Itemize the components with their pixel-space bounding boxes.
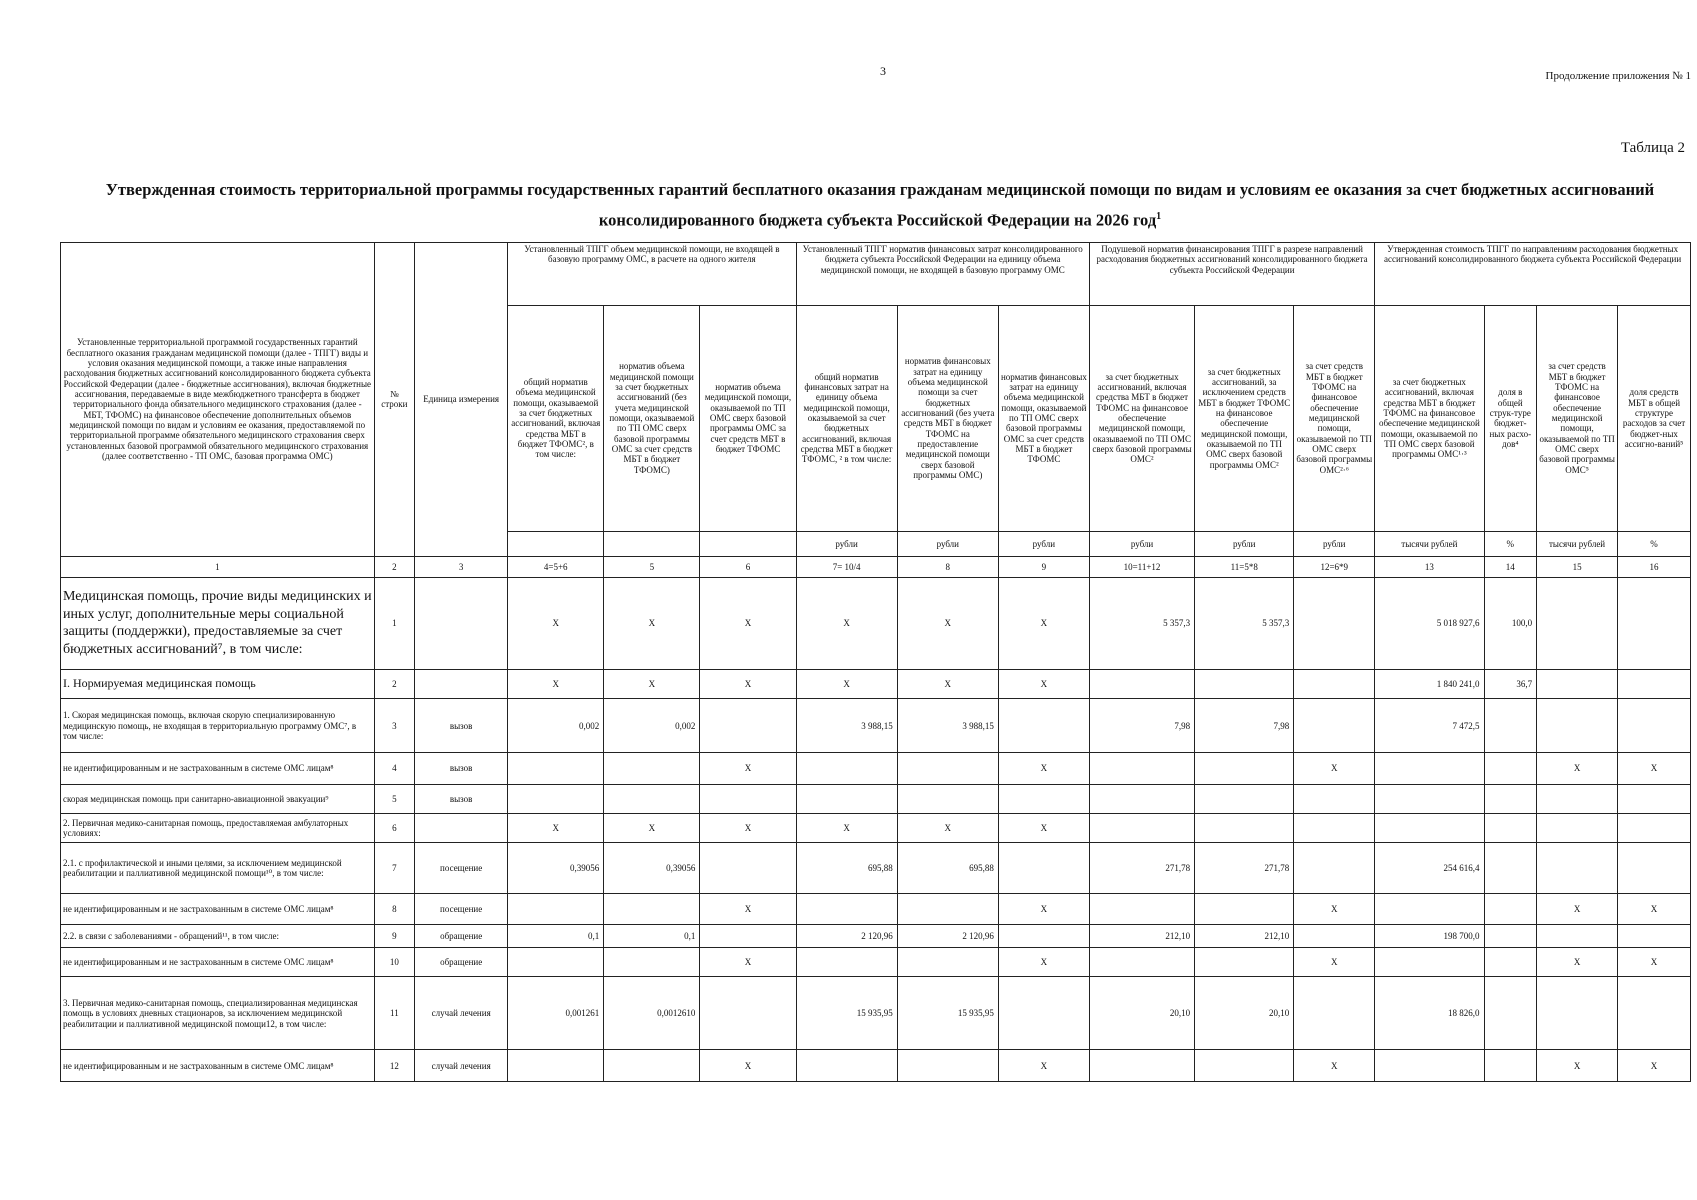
row-unit: вызов: [415, 699, 508, 753]
cell-c7: X: [796, 577, 897, 669]
cell-c16: [1618, 924, 1691, 947]
cell-c16: X: [1618, 947, 1691, 976]
cell-c16: [1618, 843, 1691, 893]
cell-c14: [1484, 977, 1537, 1050]
cell-c13: 18 826,0: [1375, 977, 1484, 1050]
cell-c6: X: [700, 753, 796, 784]
cell-c13: [1375, 947, 1484, 976]
cell-c4: X: [508, 577, 604, 669]
index-row: [61, 556, 1691, 577]
cell-c6: [700, 977, 796, 1050]
cell-c11: [1195, 753, 1294, 784]
cell-c9: [998, 843, 1089, 893]
cell-c14: [1484, 1050, 1537, 1082]
cell-c15: [1537, 924, 1618, 947]
cell-c5: X: [604, 814, 700, 843]
cell-c10: 271,78: [1089, 843, 1194, 893]
cell-c12: [1294, 699, 1375, 753]
cell-c5: 0,39056: [604, 843, 700, 893]
table-row: [61, 784, 1691, 813]
index-c8: 8: [897, 556, 998, 577]
cell-c4: [508, 947, 604, 976]
cell-c9: [998, 699, 1089, 753]
header-c8: норматив финансовых затрат на единицу объема медицинской помощи за счет бюджетных ассигнований (без учета средств МБТ в бюджет ТФОМС на предоставление медицинской помощи сверх базовой программы ОМС): [897, 305, 998, 531]
table-row: [61, 577, 1691, 669]
cell-c13: [1375, 814, 1484, 843]
row-number: 5: [374, 784, 414, 813]
cell-c6: [700, 784, 796, 813]
cell-c12: [1294, 784, 1375, 813]
cell-c9: X: [998, 893, 1089, 924]
header-row-groups: [61, 243, 1691, 306]
cell-c15: X: [1537, 893, 1618, 924]
row-number: 4: [374, 753, 414, 784]
cell-c16: X: [1618, 1050, 1691, 1082]
row-unit: посещение: [415, 893, 508, 924]
cell-c9: X: [998, 814, 1089, 843]
cell-c7: [796, 753, 897, 784]
cell-c15: X: [1537, 1050, 1618, 1082]
row-unit: вызов: [415, 784, 508, 813]
index-c3: 3: [415, 556, 508, 577]
cell-c10: [1089, 753, 1194, 784]
index-c7: 7= 10/4: [796, 556, 897, 577]
cell-c5: [604, 893, 700, 924]
cell-c7: [796, 784, 897, 813]
cell-c6: X: [700, 669, 796, 698]
unit-c15: тысячи рублей: [1537, 531, 1618, 556]
header-c9: норматив финансовых затрат на единицу объема медицинской помощи, оказываемой по ТП ОМС сверх базовой программы ОМС за счет средств МБТ в бюджет ТФОМС: [998, 305, 1089, 531]
cell-c5: X: [604, 669, 700, 698]
cell-c7: X: [796, 669, 897, 698]
cell-c14: [1484, 753, 1537, 784]
cell-c15: [1537, 699, 1618, 753]
cell-c7: 3 988,15: [796, 699, 897, 753]
cell-c9: X: [998, 1050, 1089, 1082]
cell-c11: [1195, 669, 1294, 698]
cell-c4: X: [508, 669, 604, 698]
page-number: 3: [880, 64, 886, 78]
table-row: [61, 977, 1691, 1050]
cell-c4: [508, 753, 604, 784]
cell-c16: X: [1618, 893, 1691, 924]
cell-c13: 198 700,0: [1375, 924, 1484, 947]
cell-c6: [700, 699, 796, 753]
cell-c14: [1484, 924, 1537, 947]
cell-c4: 0,002: [508, 699, 604, 753]
index-c1: 1: [61, 556, 375, 577]
cell-c15: [1537, 814, 1618, 843]
cell-c4: 0,1: [508, 924, 604, 947]
table-row: [61, 699, 1691, 753]
table-label: Таблица 2: [1620, 140, 1685, 156]
cell-c11: 212,10: [1195, 924, 1294, 947]
cell-c7: 695,88: [796, 843, 897, 893]
header-group-approved-cost: Утвержденная стоимость ТПГГ по направлениям расходования бюджетных ассигнований консолидированного бюджета субъекта Российской Федерации: [1375, 243, 1691, 306]
cell-c14: [1484, 893, 1537, 924]
row-name: не идентифицированным и не застрахованным в системе ОМС лицам⁸: [61, 947, 375, 976]
row-number: 7: [374, 843, 414, 893]
cell-c9: [998, 977, 1089, 1050]
cell-c5: 0,0012610: [604, 977, 700, 1050]
cell-c4: X: [508, 814, 604, 843]
cell-c10: [1089, 669, 1194, 698]
cell-c5: [604, 753, 700, 784]
cell-c12: [1294, 977, 1375, 1050]
header-c5: норматив объема медицинской помощи за счет бюджетных ассигнований (без учета медицинской помощи, оказываемой по ТП ОМС сверх базовой программы ОМС за счет средств МБТ в бюджет ТФОМС): [604, 305, 700, 531]
row-unit: случай лечения: [415, 1050, 508, 1082]
row-unit: вызов: [415, 753, 508, 784]
row-name: I. Нормируемая медицинская помощь: [61, 669, 375, 698]
row-name: 2.1. с профилактической и иными целями, за исключением медицинской реабилитации и паллиативной медицинской помощи¹⁰, в том числе:: [61, 843, 375, 893]
cell-c10: 212,10: [1089, 924, 1194, 947]
cell-c13: [1375, 784, 1484, 813]
cell-c6: X: [700, 577, 796, 669]
row-name: не идентифицированным и не застрахованным в системе ОМС лицам⁸: [61, 893, 375, 924]
cell-c8: [897, 893, 998, 924]
row-number: 9: [374, 924, 414, 947]
row-number: 1: [374, 577, 414, 669]
cell-c13: 1 840 241,0: [1375, 669, 1484, 698]
title-line-1: Утвержденная стоимость территориальной программы государственных гарантий бесплатного оказания гражданам медицинской помощи по видам и условиям ее оказания за счет бюджетных ассигнований: [105, 180, 1655, 199]
cell-c12: X: [1294, 947, 1375, 976]
cell-c7: X: [796, 814, 897, 843]
cell-c7: [796, 893, 897, 924]
title-line-2: консолидированного бюджета субъекта Российской Федерации на 2026 год: [598, 210, 1157, 230]
cell-c11: 20,10: [1195, 977, 1294, 1050]
cell-c10: 7,98: [1089, 699, 1194, 753]
cell-c10: [1089, 784, 1194, 813]
unit-c13: тысячи рублей: [1375, 531, 1484, 556]
header-c7: общий норматив финансовых затрат на единицу объема медицинской помощи, оказываемой за счет бюджетных ассигнований, включая средства МБТ в бюджет ТФОМС, ² в том числе:: [796, 305, 897, 531]
table-row: [61, 669, 1691, 698]
cell-c4: 0,001261: [508, 977, 604, 1050]
cell-c8: 2 120,96: [897, 924, 998, 947]
cell-c5: [604, 947, 700, 976]
unit-c9: рубли: [998, 531, 1089, 556]
cell-c14: [1484, 843, 1537, 893]
unit-c4: [508, 531, 604, 556]
row-unit: [415, 669, 508, 698]
table-row: [61, 924, 1691, 947]
header-c6: норматив объема медицинской помощи, оказываемой по ТП ОМС сверх базовой программы ОМС за счет средств МБТ в бюджет ТФОМС: [700, 305, 796, 531]
cell-c9: X: [998, 577, 1089, 669]
table-row: [61, 893, 1691, 924]
row-unit: [415, 814, 508, 843]
row-name: скорая медицинская помощь при санитарно-авиационной эвакуации⁹: [61, 784, 375, 813]
cell-c10: [1089, 947, 1194, 976]
cell-c16: X: [1618, 753, 1691, 784]
cell-c8: [897, 784, 998, 813]
cell-c14: 100,0: [1484, 577, 1537, 669]
cell-c14: [1484, 947, 1537, 976]
cell-c14: 36,7: [1484, 669, 1537, 698]
unit-c10: рубли: [1089, 531, 1194, 556]
header-c13: за счет бюджетных ассигнований, включая средства МБТ в бюджет ТФОМС на финансовое обеспечение медицинской помощи, оказываемой по ТП ОМС сверх базовой программы ОМС¹·³: [1375, 305, 1484, 531]
cell-c11: 5 357,3: [1195, 577, 1294, 669]
row-unit: обращение: [415, 924, 508, 947]
cell-c11: [1195, 1050, 1294, 1082]
cell-c7: 15 935,95: [796, 977, 897, 1050]
index-c2: 2: [374, 556, 414, 577]
cell-c8: X: [897, 669, 998, 698]
cell-c9: [998, 924, 1089, 947]
cell-c13: 5 018 927,6: [1375, 577, 1484, 669]
cell-c6: X: [700, 1050, 796, 1082]
cell-c12: [1294, 814, 1375, 843]
cell-c13: [1375, 753, 1484, 784]
cell-c11: [1195, 947, 1294, 976]
header-c12: за счет средств МБТ в бюджет ТФОМС на финансовое обеспечение медицинской помощи, оказываемой по ТП ОМС сверх базовой программы ОМС²·⁶: [1294, 305, 1375, 531]
cell-c4: [508, 893, 604, 924]
table-row: [61, 814, 1691, 843]
unit-c12: рубли: [1294, 531, 1375, 556]
row-name: 1. Скорая медицинская помощь, включая скорую специализированную медицинскую помощь, не входящая в территориальную программу ОМС⁷, в том числе:: [61, 699, 375, 753]
cell-c9: X: [998, 753, 1089, 784]
cell-c11: [1195, 784, 1294, 813]
header-col-1: Установленные территориальной программой государственных гарантий бесплатного оказания гражданам медицинской помощи (далее - ТПГГ) виды и условия оказания медицинской помощи, а также иные направления расходования бюджетных ассигнований консолидированного бюджета субъекта Российской Федерации (далее - бюджетные ассигнования), включая бюджетные ассигнования, передаваемые в виде межбюджетного трансферта в бюджет территориального фонда обязательного медицинского страхования (далее - МБТ, ТФОМС) на финансовое обеспечение дополнительных объемов медицинской помощи по видам и условиям ее оказания, предоставляемой по территориальной программе обязательного медицинского страхования сверх установленных базовой программой обязательного медицинского страхования (далее соответственно - ТП ОМС, базовая программа ОМС): [61, 243, 375, 557]
cell-c8: 15 935,95: [897, 977, 998, 1050]
index-c13: 13: [1375, 556, 1484, 577]
cell-c16: [1618, 577, 1691, 669]
cell-c13: [1375, 893, 1484, 924]
table-row: [61, 1050, 1691, 1082]
row-unit: [415, 577, 508, 669]
cell-c12: X: [1294, 1050, 1375, 1082]
cell-c5: [604, 784, 700, 813]
cell-c13: 254 616,4: [1375, 843, 1484, 893]
row-number: 8: [374, 893, 414, 924]
cell-c13: [1375, 1050, 1484, 1082]
row-name: 2.2. в связи с заболеваниями - обращений¹¹, в том числе:: [61, 924, 375, 947]
cell-c12: X: [1294, 753, 1375, 784]
cell-c15: [1537, 977, 1618, 1050]
cell-c12: [1294, 843, 1375, 893]
index-c11: 11=5*8: [1195, 556, 1294, 577]
header-c14: доля в общей струк-туре бюджет-ных расхо-дов⁴: [1484, 305, 1537, 531]
row-number: 11: [374, 977, 414, 1050]
unit-c6: [700, 531, 796, 556]
row-unit: обращение: [415, 947, 508, 976]
cell-c10: [1089, 814, 1194, 843]
cell-c6: [700, 843, 796, 893]
index-c9: 9: [998, 556, 1089, 577]
cell-c16: [1618, 814, 1691, 843]
cell-c5: X: [604, 577, 700, 669]
cell-c16: [1618, 977, 1691, 1050]
cell-c8: [897, 753, 998, 784]
row-name: 2. Первичная медико-санитарная помощь, предоставляемая амбулаторных условиях:: [61, 814, 375, 843]
unit-c5: [604, 531, 700, 556]
index-c12: 12=6*9: [1294, 556, 1375, 577]
row-number: 3: [374, 699, 414, 753]
index-c4: 4=5+6: [508, 556, 604, 577]
cell-c12: [1294, 924, 1375, 947]
cost-table: [60, 242, 1691, 1082]
index-c6: 6: [700, 556, 796, 577]
cell-c9: X: [998, 947, 1089, 976]
cell-c6: X: [700, 814, 796, 843]
table-row: [61, 843, 1691, 893]
cell-c11: [1195, 893, 1294, 924]
cell-c10: 5 357,3: [1089, 577, 1194, 669]
index-c16: 16: [1618, 556, 1691, 577]
row-unit: посещение: [415, 843, 508, 893]
header-group-per-capita: Подушевой норматив финансирования ТПГГ в разрезе направлений расходования бюджетных ассигнований консолидированного бюджета субъекта Российской Федерации: [1089, 243, 1374, 306]
row-number: 6: [374, 814, 414, 843]
cell-c8: 3 988,15: [897, 699, 998, 753]
cell-c5: 0,002: [604, 699, 700, 753]
row-number: 12: [374, 1050, 414, 1082]
index-c14: 14: [1484, 556, 1537, 577]
cell-c10: [1089, 1050, 1194, 1082]
row-name: не идентифицированным и не застрахованным в системе ОМС лицам⁸: [61, 753, 375, 784]
cell-c13: 7 472,5: [1375, 699, 1484, 753]
header-col-3: Единица измерения: [415, 243, 508, 557]
index-c15: 15: [1537, 556, 1618, 577]
row-name: 3. Первичная медико-санитарная помощь, специализированная медицинская помощь в условиях дневных стационаров, за исключением медицинской реабилитации и паллиативной медицинской помощи12, в том числе:: [61, 977, 375, 1050]
unit-c11: рубли: [1195, 531, 1294, 556]
cell-c11: 271,78: [1195, 843, 1294, 893]
cell-c4: [508, 784, 604, 813]
cell-c11: 7,98: [1195, 699, 1294, 753]
cell-c6: X: [700, 947, 796, 976]
cell-c8: [897, 1050, 998, 1082]
cell-c15: X: [1537, 947, 1618, 976]
cell-c12: [1294, 577, 1375, 669]
cell-c7: 2 120,96: [796, 924, 897, 947]
cell-c7: [796, 947, 897, 976]
cell-c9: X: [998, 669, 1089, 698]
cell-c5: [604, 1050, 700, 1082]
cell-c8: X: [897, 814, 998, 843]
cell-c9: [998, 784, 1089, 813]
cell-c14: [1484, 699, 1537, 753]
cell-c12: X: [1294, 893, 1375, 924]
table-row: [61, 753, 1691, 784]
cell-c8: 695,88: [897, 843, 998, 893]
document-title: [100, 176, 1660, 234]
index-c10: 10=11+12: [1089, 556, 1194, 577]
cell-c4: [508, 1050, 604, 1082]
row-name: Медицинская помощь, прочие виды медицинских и иных услуг, дополнительные меры социальной защиты (поддержки), предоставляемые за счет бюджетных ассигнований⁷, в том числе:: [61, 577, 375, 669]
cell-c14: [1484, 784, 1537, 813]
cell-c10: [1089, 893, 1194, 924]
unit-c14: %: [1484, 531, 1537, 556]
cell-c7: [796, 1050, 897, 1082]
unit-c16: %: [1618, 531, 1691, 556]
header-col-2: № строки: [374, 243, 414, 557]
cell-c15: [1537, 784, 1618, 813]
cell-c15: [1537, 669, 1618, 698]
cell-c8: [897, 947, 998, 976]
cell-c15: [1537, 577, 1618, 669]
row-number: 2: [374, 669, 414, 698]
cell-c10: 20,10: [1089, 977, 1194, 1050]
row-number: 10: [374, 947, 414, 976]
cell-c15: X: [1537, 753, 1618, 784]
row-name: не идентифицированным и не застрахованным в системе ОМС лицам⁸: [61, 1050, 375, 1082]
header-c10: за счет бюджетных ассигнований, включая средства МБТ в бюджет ТФОМС на финансовое обеспечение медицинской помощи, оказываемой по ТП ОМС сверх базовой программы ОМС²: [1089, 305, 1194, 531]
row-unit: случай лечения: [415, 977, 508, 1050]
header-c16: доля средств МБТ в общей структуре расходов за счет бюджет-ных ассигно-ваний⁵: [1618, 305, 1691, 531]
cell-c11: [1195, 814, 1294, 843]
cell-c12: [1294, 669, 1375, 698]
header-c4: общий норматив объема медицинской помощи, оказываемой за счет бюджетных ассигнований, включая средства МБТ в бюджет ТФОМС², в том числе:: [508, 305, 604, 531]
cell-c16: [1618, 699, 1691, 753]
continuation-note: Продолжение приложения № 1: [1545, 70, 1691, 82]
header-c15: за счет средств МБТ в бюджет ТФОМС на финансовое обеспечение медицинской помощи, оказываемой по ТП ОМС сверх базовой программы ОМС⁵: [1537, 305, 1618, 531]
cell-c4: 0,39056: [508, 843, 604, 893]
cell-c15: [1537, 843, 1618, 893]
cell-c14: [1484, 814, 1537, 843]
cell-c16: [1618, 669, 1691, 698]
unit-c7: рубли: [796, 531, 897, 556]
cell-c6: [700, 924, 796, 947]
index-c5: 5: [604, 556, 700, 577]
header-group-cost-norm: Установленный ТПГГ норматив финансовых затрат консолидированного бюджета субъекта Российской Федерации на единицу объема медицинской помощи, не входящей в базовую программу ОМС: [796, 243, 1089, 306]
title-footnote-mark: 1: [1156, 211, 1162, 222]
header-c11: за счет бюджетных ассигнований, за исключением средств МБТ в бюджет ТФОМС на финансовое обеспечение медицинской помощи, оказываемой по ТП ОМС сверх базовой программы ОМС²: [1195, 305, 1294, 531]
cell-c6: X: [700, 893, 796, 924]
cell-c5: 0,1: [604, 924, 700, 947]
table-row: [61, 947, 1691, 976]
cell-c16: [1618, 784, 1691, 813]
unit-c8: рубли: [897, 531, 998, 556]
cell-c8: X: [897, 577, 998, 669]
header-group-volume: Установленный ТПГГ объем медицинской помощи, не входящей в базовую программу ОМС, в расчете на одного жителя: [508, 243, 796, 306]
